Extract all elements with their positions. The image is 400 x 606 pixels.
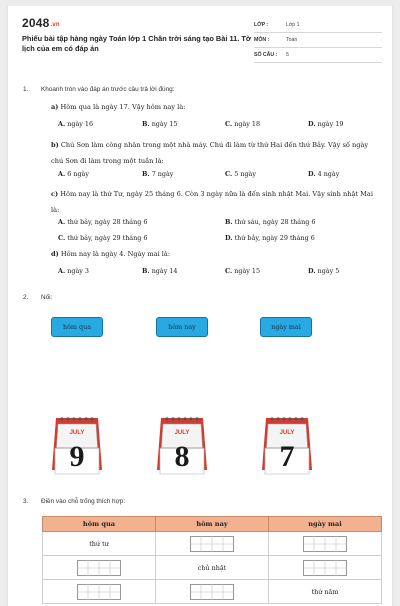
match-label-yesterday[interactable]: hôm qua <box>51 317 103 337</box>
logo-suffix: .vn <box>50 22 60 28</box>
table-header-cell: hôm nay <box>156 517 269 532</box>
option-letter: D. <box>308 120 316 128</box>
option-text: thứ bảy, ngày 29 tháng 6 <box>67 234 148 242</box>
option[interactable] <box>308 170 339 178</box>
answer-grid-icon[interactable] <box>190 536 234 552</box>
option[interactable] <box>225 234 315 242</box>
option[interactable] <box>58 218 147 226</box>
table-row <box>43 556 382 580</box>
option-text: thứ bảy, ngày 28 tháng 6 <box>67 218 148 226</box>
option-letter: C. <box>225 267 233 275</box>
section-1-heading <box>23 86 174 93</box>
answer-grid-icon[interactable] <box>77 560 121 576</box>
option-text: ngày 18 <box>234 120 261 128</box>
calendar-day: 8 <box>174 440 190 473</box>
option[interactable] <box>142 170 173 178</box>
option-letter: C. <box>58 234 66 242</box>
match-label-today[interactable]: hôm nay <box>156 317 208 337</box>
table-row <box>43 532 382 556</box>
option[interactable] <box>308 267 339 275</box>
option[interactable] <box>58 170 89 178</box>
option-text: ngày 19 <box>317 120 344 128</box>
option-text: ngày 15 <box>151 120 178 128</box>
question-label: d) <box>51 250 59 258</box>
question-b <box>51 137 381 169</box>
option-text: 7 ngày <box>151 170 174 178</box>
option-letter: C. <box>225 120 233 128</box>
option-text: ngày 5 <box>317 267 340 275</box>
meta-row-count <box>254 48 382 63</box>
meta-value: Lớp 1 <box>286 22 300 28</box>
question-text: Hôm nay là thứ Tư, ngày 25 tháng 6. Còn 3 ngày nữa là đến sinh nhật Mai. Vậy sinh nhật Mai là: <box>51 190 373 214</box>
option-letter: B. <box>142 120 150 128</box>
calendar-day: 7 <box>279 440 295 473</box>
option-text: thứ bảy, ngày 29 tháng 6 <box>234 234 315 242</box>
section-instruction: Nối: <box>41 294 53 301</box>
table-cell: thứ năm <box>269 580 382 604</box>
option-letter: D. <box>308 170 316 178</box>
option-letter: D. <box>225 234 233 242</box>
option-text: 5 ngày <box>234 170 256 178</box>
question-text: Hôm qua là ngày 17. Vậy hôm nay là: <box>60 103 186 111</box>
match-label-tomorrow[interactable]: ngày mai <box>260 317 312 337</box>
option[interactable] <box>142 267 177 275</box>
section-number: 3. <box>23 498 29 505</box>
answer-grid-icon[interactable] <box>303 536 347 552</box>
worksheet-page <box>7 6 393 606</box>
option[interactable] <box>225 170 256 178</box>
option-text: 6 ngày <box>67 170 89 178</box>
option[interactable] <box>225 120 260 128</box>
section-instruction: Khoanh tròn vào đáp án trước câu trả lời đúng: <box>41 86 175 93</box>
question-label: c) <box>51 190 59 198</box>
meta-row-class <box>254 18 382 33</box>
option-letter: B. <box>142 170 150 178</box>
logo-number: 2048 <box>22 16 50 30</box>
answer-box-cell[interactable] <box>43 556 156 580</box>
section-2-heading <box>23 294 52 301</box>
answer-grid-icon[interactable] <box>303 560 347 576</box>
meta-key: MÔN : <box>254 37 270 43</box>
option-letter: B. <box>225 218 233 226</box>
section-number: 2. <box>23 294 29 301</box>
calendar-month: JULY <box>279 430 295 436</box>
meta-panel <box>254 18 382 63</box>
question-c <box>51 186 381 218</box>
calendar-month: JULY <box>174 430 190 436</box>
option[interactable] <box>225 267 260 275</box>
option-text: ngày 15 <box>234 267 261 275</box>
question-label: b) <box>51 141 59 149</box>
table-header-cell: ngày mai <box>269 517 382 532</box>
option-text: 4 ngày <box>317 170 340 178</box>
option-letter: A. <box>58 170 66 178</box>
option-text: ngày 16 <box>67 120 94 128</box>
question-text: Chú Sơn làm công nhân trong một nhà máy. Chú đi làm từ thứ Hai đến thứ Bảy. Vậy số ngày chú Sơn đi làm trong một tuần là: <box>51 141 369 165</box>
question-a <box>51 103 381 112</box>
option[interactable] <box>225 218 315 226</box>
calendar-icon[interactable] <box>256 410 318 480</box>
calendar-day: 9 <box>69 440 85 473</box>
option[interactable] <box>58 267 89 275</box>
option[interactable] <box>58 234 147 242</box>
table-header-row <box>43 517 382 532</box>
answer-box-cell[interactable] <box>269 532 382 556</box>
meta-row-subject <box>254 33 382 48</box>
document-title: Phiếu bài tập hàng ngày Toán lớp 1 Chân trời sáng tạo Bài 11. Tờ lịch của em có đáp án <box>22 34 252 53</box>
meta-key: LỚP : <box>254 22 269 28</box>
section-3-heading <box>23 498 125 505</box>
answer-grid-icon[interactable] <box>77 584 121 600</box>
option[interactable] <box>142 120 177 128</box>
calendar-icon[interactable] <box>151 410 213 480</box>
section-instruction: Điền vào chỗ trống thích hợp: <box>41 498 126 505</box>
question-text: Hôm nay là ngày 4. Ngày mai là: <box>60 250 171 258</box>
answer-box-cell[interactable] <box>269 556 382 580</box>
option-text: ngày 3 <box>67 267 89 275</box>
option-letter: A. <box>58 120 66 128</box>
option-letter: D. <box>308 267 316 275</box>
option-letter: B. <box>142 267 150 275</box>
calendar-icon[interactable] <box>46 410 108 480</box>
option-letter: C. <box>225 170 233 178</box>
fill-in-table <box>42 516 382 604</box>
table-cell: chủ nhật <box>156 556 269 580</box>
site-logo[interactable] <box>22 16 60 30</box>
meta-value: Toán <box>286 37 298 43</box>
table-header-cell: hôm qua <box>43 517 156 532</box>
calendar-month: JULY <box>69 430 85 436</box>
section-number: 1. <box>23 86 29 93</box>
meta-key: SỐ CÂU : <box>254 52 278 58</box>
option-letter: A. <box>58 267 66 275</box>
table-cell: thứ tư <box>43 532 156 556</box>
option-text: ngày 14 <box>151 267 178 275</box>
option[interactable] <box>58 120 93 128</box>
question-d <box>51 250 381 259</box>
option[interactable] <box>308 120 343 128</box>
option-text: thứ sáu, ngày 28 tháng 6 <box>234 218 316 226</box>
answer-box-cell[interactable] <box>156 532 269 556</box>
answer-grid-icon[interactable] <box>190 584 234 600</box>
question-label: a) <box>51 103 59 111</box>
meta-value: 5 <box>286 52 289 58</box>
option-letter: A. <box>58 218 66 226</box>
